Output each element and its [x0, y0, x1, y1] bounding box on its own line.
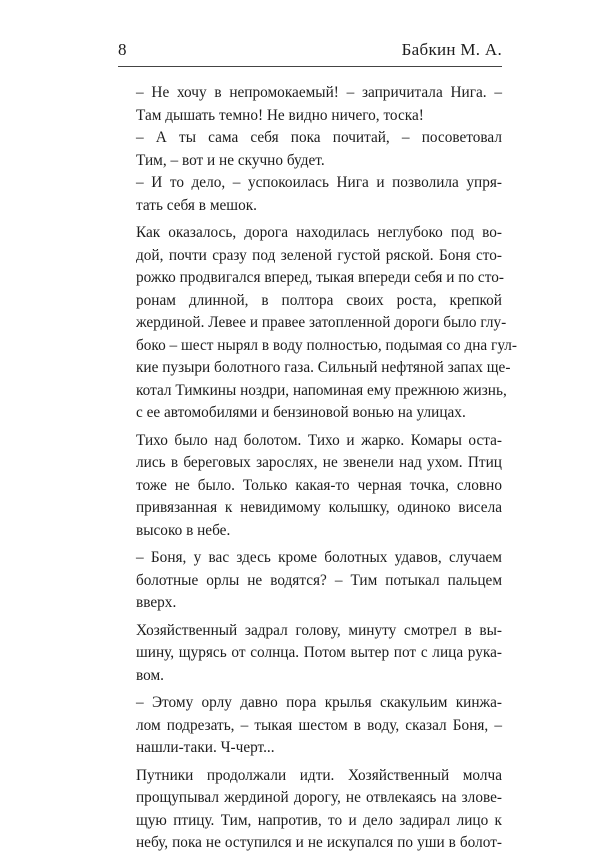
text-line: Тихо было над болотом. Тихо и жарко. Комары оста-: [136, 431, 502, 449]
paragraph: [118, 692, 502, 760]
paragraph: [118, 172, 502, 217]
text-line: – Не хочу в непромокаемый! – запричитала Нига. –: [136, 84, 502, 101]
paragraph: [118, 127, 502, 172]
text-line: Тим, – вот и не скучно будет.: [136, 151, 325, 169]
text-line: Путники продолжали идти. Хозяйственный молча: [136, 766, 502, 784]
text-line: шину, щурясь от солнца. Потом вытер пот с лица рука-: [136, 644, 502, 661]
header-rule: [118, 66, 502, 67]
paragraph: [118, 82, 502, 127]
text-line: дой, почти сразу под зеленой густой ряской. Боня сто-: [136, 246, 502, 264]
text-line: высоко в небе.: [136, 521, 231, 539]
text-line: – А ты сама себя пока почитай, – посоветовал: [136, 129, 502, 146]
text-line: кие пузыри болотного газа. Сильный нефтяной запах ще-: [136, 359, 511, 376]
text-line: Там дышать темно! Не видно ничего, тоска!: [136, 106, 424, 124]
text-line: привязанная к невидимому колышку, одиноко висела: [136, 499, 502, 516]
text-line: Хозяйственный задрал голову, минуту смотрел в вы-: [136, 621, 502, 639]
text-line: котал Тимкины ноздри, напоминая ему прежнюю жизнь,: [136, 381, 507, 399]
text-line: – Этому орлу давно пора крылья скакульим кинжа-: [136, 694, 502, 711]
text-line: тоже не было. Только какая-то черная точка, словно: [136, 476, 502, 494]
paragraph: [118, 765, 502, 855]
text-line: с ее автомобилями и бензиновой вонью на улицах.: [136, 404, 466, 421]
text-line: тать себя в мешок.: [136, 196, 257, 214]
text-line: прощупывал жердиной дорогу, не отвлекаясь на злове-: [136, 789, 502, 806]
text-line: небу, пока не оступился и не искупался по уши в болот-: [136, 834, 502, 851]
text-line: щую птицу. Тим, напротив, то и дело задирал лицо к: [136, 811, 502, 829]
text-line: – И то дело, – успокоилась Нига и позволила упря-: [136, 174, 502, 191]
paragraph: [118, 222, 518, 425]
text-line: рожко продвигался вперед, тыкая впереди себя и по сто-: [136, 269, 504, 286]
text-line: лом подрезать, – тыкая шестом в воду, сказал Боня, –: [136, 716, 502, 734]
text-line: – Боня, у вас здесь кроме болотных удавов, случаем: [136, 549, 502, 566]
text-line: Как оказалось, дорога находилась неглубоко под во-: [136, 224, 502, 241]
paragraph: [118, 620, 502, 688]
text-line: болотные орлы не водятся? – Тим потыкал пальцем: [136, 571, 502, 589]
text-line: жердиной. Левее и правее затопленной дороги было глу-: [136, 314, 507, 331]
paragraph: [118, 547, 502, 615]
paragraph: [118, 430, 502, 543]
page-number: 8: [118, 40, 127, 59]
text-line: вом.: [136, 666, 164, 684]
body-text: [118, 82, 518, 855]
running-title: Бабкин М. А.: [401, 40, 502, 59]
text-line: нашли-таки. Ч-черт...: [136, 739, 275, 756]
text-line: боко – шест нырял в воду полностью, подымая со дна гул-: [136, 336, 518, 354]
text-line: вверх.: [136, 594, 177, 611]
text-line: лись в береговых зарослях, не звенели над ухом. Птиц: [136, 454, 502, 471]
page-header: [118, 40, 502, 66]
text-line: ронам длинной, в полтора своих роста, крепкой: [136, 291, 502, 309]
